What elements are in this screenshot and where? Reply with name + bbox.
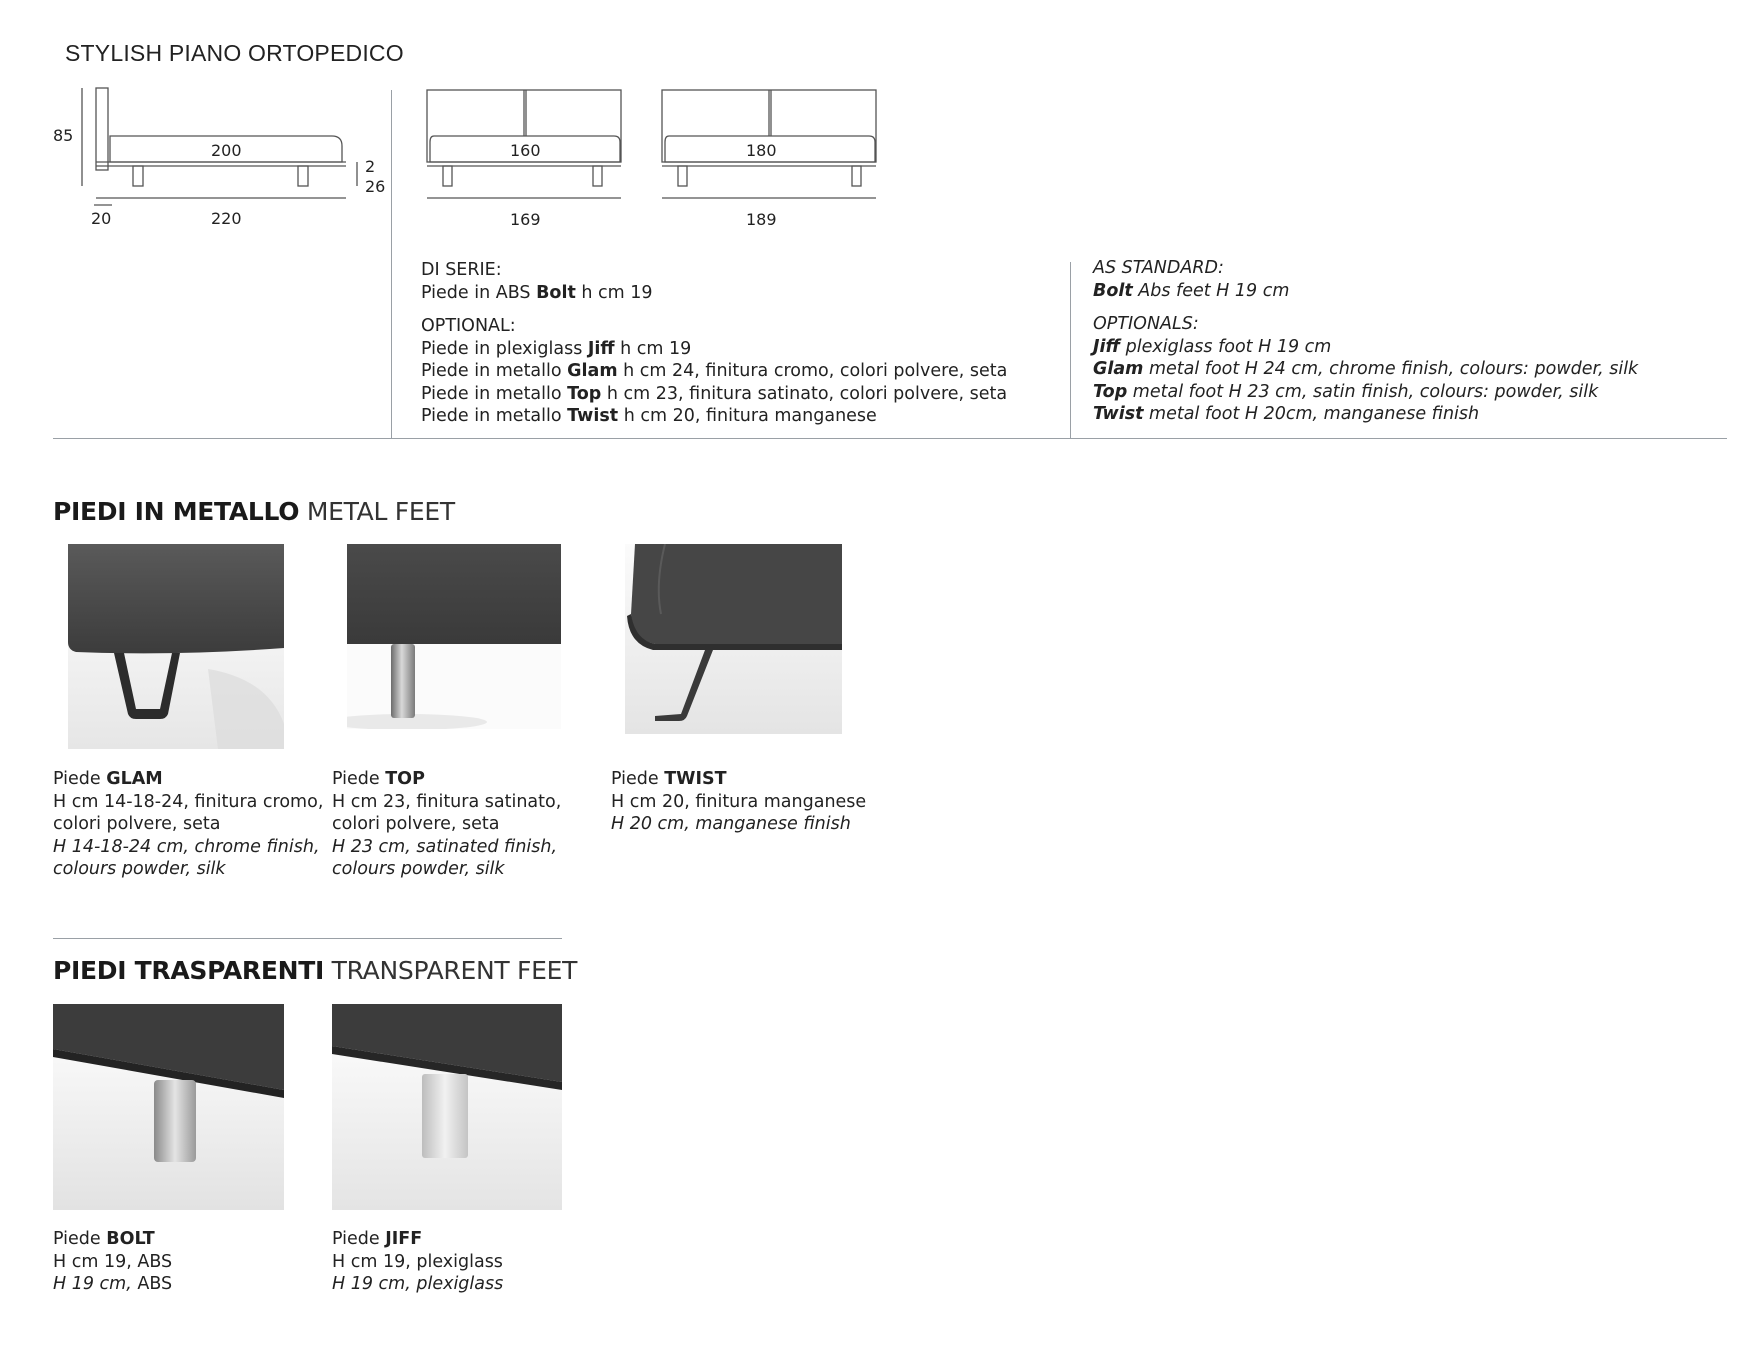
optional-line-en: Jiff plexiglass foot H 19 cm (1093, 336, 1332, 357)
dim-base: 26 (365, 177, 386, 196)
optional-line: Piede in metallo Twist h cm 20, finitura manganese (421, 406, 877, 426)
dim-height: 85 (53, 126, 74, 145)
jiff-foot-photo (332, 1004, 562, 1210)
optional-line-en: Top metal foot H 23 cm, satin finish, colours: powder, silk (1093, 381, 1599, 402)
caption-glam: Piede GLAM H cm 14-18-24, finitura cromo, colori polvere, seta H 14-18-24 cm, chrome finish, colours powder, silk (53, 769, 324, 879)
optional-line-en: Twist metal foot H 20cm, manganese finish (1093, 404, 1480, 424)
optional-line: Piede in plexiglass Jiff h cm 19 (421, 338, 692, 359)
page-title: STYLISH PIANO ORTOPEDICO (65, 40, 404, 66)
standard-line-en: Bolt Abs feet H 19 cm (1093, 280, 1290, 301)
section-title-metal-feet: PIEDI IN METALLO METAL FEET (53, 497, 455, 526)
dim-length: 200 (211, 141, 242, 160)
divider-horizontal (53, 438, 1727, 439)
twist-foot-photo (625, 544, 842, 734)
dim-inner-160: 160 (510, 141, 541, 160)
bolt-foot-photo (53, 1004, 284, 1210)
divider-transparent (53, 938, 562, 939)
standard-heading: DI SERIE: (421, 260, 502, 280)
top-foot-photo (347, 544, 561, 729)
divider-vertical-1 (391, 90, 392, 438)
dim-inner-180: 180 (746, 141, 777, 160)
optional-line: Piede in metallo Top h cm 23, finitura satinato, colori polvere, seta (421, 383, 1008, 404)
optional-line-en: Glam metal foot H 24 cm, chrome finish, colours: powder, silk (1093, 359, 1639, 379)
optional-line: Piede in metallo Glam h cm 24, finitura cromo, colori polvere, seta (421, 361, 1008, 381)
glam-foot-photo (68, 544, 284, 749)
dim-headboard: 20 (91, 209, 112, 228)
standard-line: Piede in ABS Bolt h cm 19 (421, 282, 653, 303)
caption-top: Piede TOP H cm 23, finitura satinato, colori polvere, seta H 23 cm, satinated finish, colours powder, silk (332, 769, 562, 879)
caption-bolt: Piede BOLT H cm 19, ABS H 19 cm, ABS (53, 1229, 173, 1294)
standard-heading-en: AS STANDARD: (1093, 258, 1224, 278)
caption-jiff: Piede JIFF H cm 19, plexiglass H 19 cm, plexiglass (332, 1229, 504, 1294)
specs-italian (421, 259, 1007, 428)
caption-twist: Piede TWIST H cm 20, finitura manganese H 20 cm, manganese finish (611, 769, 867, 834)
optional-heading-en: OPTIONALS: (1093, 314, 1199, 334)
dim-overall: 220 (211, 209, 242, 228)
specs-english (1093, 257, 1638, 426)
dim-outer-189: 189 (746, 210, 777, 229)
optional-heading: OPTIONAL: (421, 316, 516, 336)
section-title-transparent-feet: PIEDI TRASPARENTI TRANSPARENT FEET (53, 956, 578, 985)
dim-mattress: 2 (365, 157, 376, 176)
dim-outer-169: 169 (510, 210, 541, 229)
divider-vertical-2 (1070, 262, 1071, 438)
